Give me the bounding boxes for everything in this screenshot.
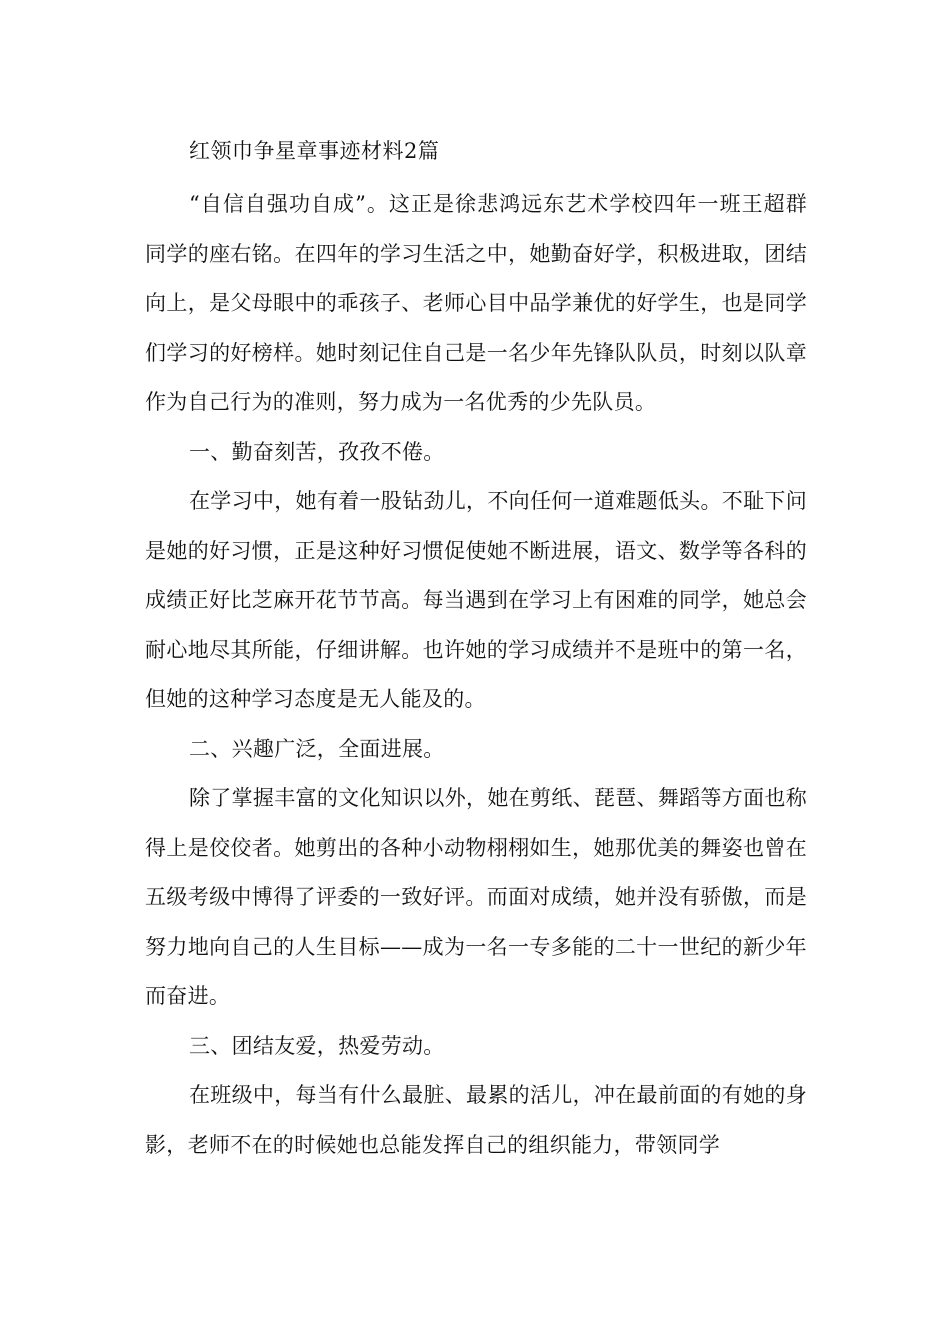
section-2-paragraph: 除了掌握丰富的文化知识以外，她在剪纸、琵琶、舞蹈等方面也称得上是佼佼者。她剪出的各种小动物栩栩如生，她那优美的舞姿也曾在五级考级中博得了评委的一致好评。而面对成绩，她并没有骄傲，而是努力地向自己的人生目标——成为一名一专多能的二十一世纪的新少年而奋进。 [145,786,807,1008]
document-title: 红领巾争星章事迹材料2篇 [189,139,440,163]
section-2-heading: 二、兴趣广泛，全面进展。 [189,736,445,761]
intro-paragraph: “自信自强功自成”。这正是徐悲鸿远东艺术学校四年一班王超群同学的座右铭。在四年的学习生活之中，她勤奋好学，积极进取，团结向上，是父母眼中的乖孩子、老师心目中品学兼优的好学生，也是同学们学习的好榜样。她时刻记住自己是一名少年先锋队队员，时刻以队章作为自己行为的准则，努力成为一名优秀的少先队员。 [145,192,807,414]
section-3-paragraph: 在班级中，每当有什么最脏、最累的活儿，冲在最前面的有她的身影，老师不在的时候她也总能发挥自己的组织能力，带领同学 [145,1083,807,1157]
document-body [145,130,807,1170]
section-1-heading: 一、勤奋刻苦，孜孜不倦。 [189,439,445,464]
section-1-paragraph: 在学习中，她有着一股钻劲儿，不向任何一道难题低头。不耻下问是她的好习惯，正是这种好习惯促使她不断进展，语文、数学等各科的成绩正好比芝麻开花节节高。每当遇到在学习上有困难的同学，她总会耐心地尽其所能，仔细讲解。也许她的学习成绩并不是班中的第一名，但她的这种学习态度是无人能及的。 [145,489,807,711]
section-3-heading: 三、团结友爱，热爱劳动。 [189,1033,445,1058]
